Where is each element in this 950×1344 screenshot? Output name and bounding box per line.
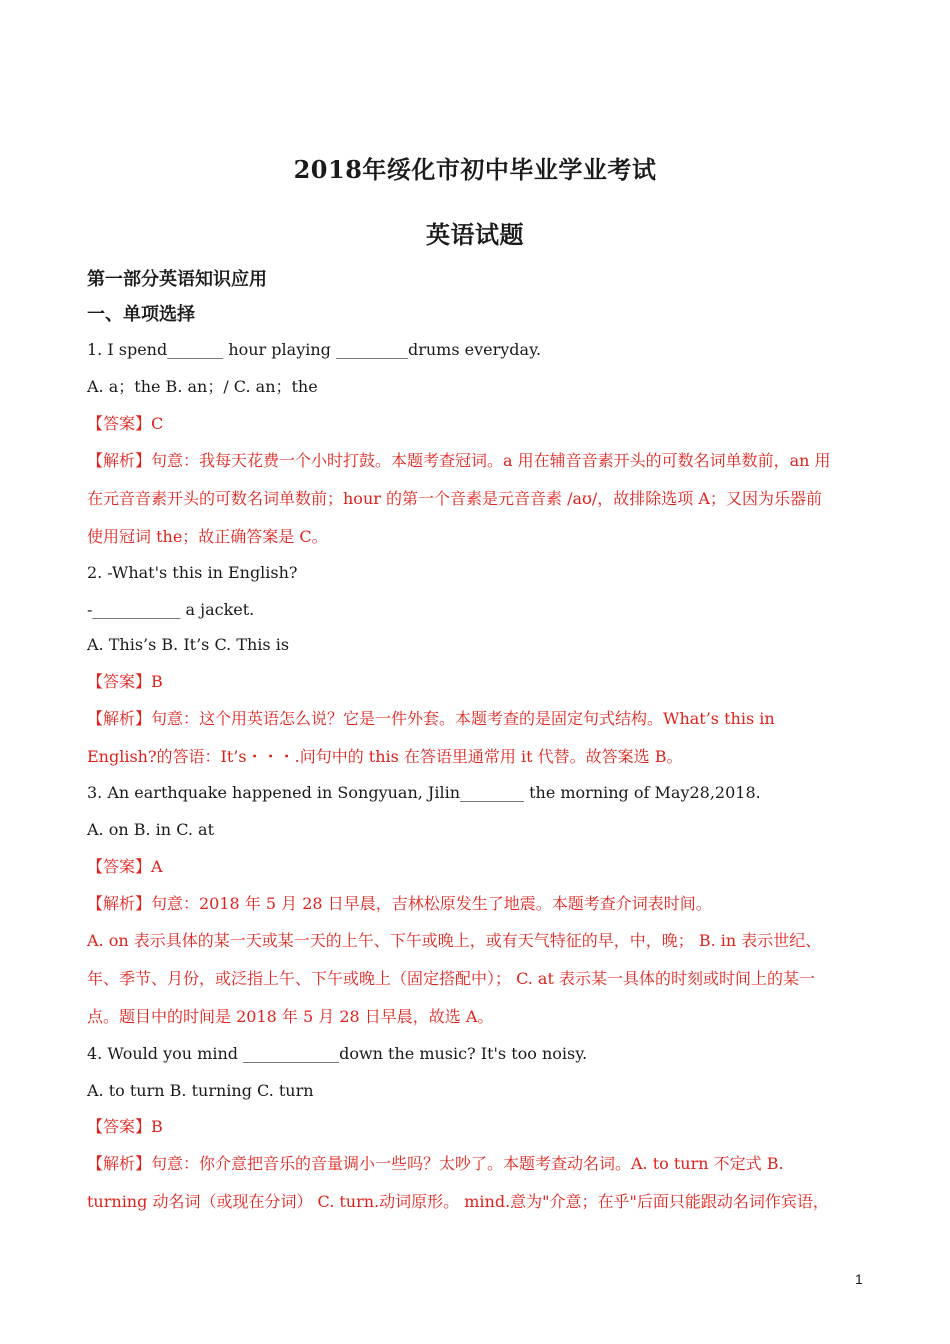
question-4-analysis-line: turning 动名词（或现在分词） C. turn.动词原形。 mind.意为"介意；在乎"后面只能跟动名词作宾语， xyxy=(87,1192,829,1211)
question-4-answer: 【答案】B xyxy=(87,1117,163,1136)
question-3-options: A. on B. in C. at xyxy=(87,820,214,839)
question-4-stem: 4. Would you mind ____________down the music? It's too noisy. xyxy=(87,1044,588,1063)
question-2-stem: 2. -What's this in English? xyxy=(87,563,298,582)
question-2-stem-response: -___________ a jacket. xyxy=(87,600,255,619)
exam-subtitle: 英语试题 xyxy=(426,220,524,249)
question-2-answer: 【答案】B xyxy=(87,672,163,691)
page-number: 1 xyxy=(855,1271,863,1287)
question-3-analysis-line: 【解析】句意：2018 年 5 月 28 日早晨，吉林松原发生了地震。本题考查介词表时间。 xyxy=(87,894,712,913)
question-3-stem: 3. An earthquake happened in Songyuan, Jilin________ the morning of May28,2018. xyxy=(87,783,761,802)
question-1-analysis-line: 【解析】句意：我每天花费一个小时打鼓。本题考查冠词。a 用在辅音音素开头的可数名词单数前，an 用 xyxy=(87,451,831,470)
question-3-analysis-line: 点。题目中的时间是 2018 年 5 月 28 日早晨，故选 A。 xyxy=(87,1007,494,1026)
question-3-analysis-line: A. on 表示具体的某一天或某一天的上午、下午或晚上，或有天气特征的早，中，晚； B. in 表示世纪、 xyxy=(87,931,822,950)
question-1-stem: 1. I spend_______ hour playing _________drums everyday. xyxy=(87,340,542,359)
section-heading: 一、单项选择 xyxy=(87,304,195,325)
question-2-analysis-line: 【解析】句意：这个用英语怎么说？它是一件外套。本题考查的是固定句式结构。What’s this in xyxy=(87,709,775,728)
question-1-analysis-line: 使用冠词 the；故正确答案是 C。 xyxy=(87,527,328,546)
question-2-analysis-line: English?的答语：It’s・・・.问句中的 this 在答语里通常用 it 代替。故答案选 B。 xyxy=(87,747,683,766)
exam-title: 2018年绥化市初中毕业学业考试 xyxy=(293,155,657,184)
part-heading: 第一部分英语知识应用 xyxy=(87,269,267,290)
question-4-options: A. to turn B. turning C. turn xyxy=(87,1081,314,1100)
question-1-options: A. a；the B. an；/ C. an；the xyxy=(87,377,318,396)
question-1-answer: 【答案】C xyxy=(87,414,164,433)
question-3-analysis-line: 年、季节、月份，或泛指上午、下午或晚上（固定搭配中）； C. at 表示某一具体的时刻或时间上的某一 xyxy=(87,969,815,988)
question-3-answer: 【答案】A xyxy=(87,857,163,876)
question-1-analysis-line: 在元音音素开头的可数名词单数前；hour 的第一个音素是元音音素 /aʊ/，故排除选项 A；又因为乐器前 xyxy=(87,489,822,508)
question-2-options: A. This’s B. It’s C. This is xyxy=(87,635,290,654)
question-4-analysis-line: 【解析】句意：你介意把音乐的音量调小一些吗？太吵了。本题考查动名词。A. to turn 不定式 B. xyxy=(87,1154,784,1173)
